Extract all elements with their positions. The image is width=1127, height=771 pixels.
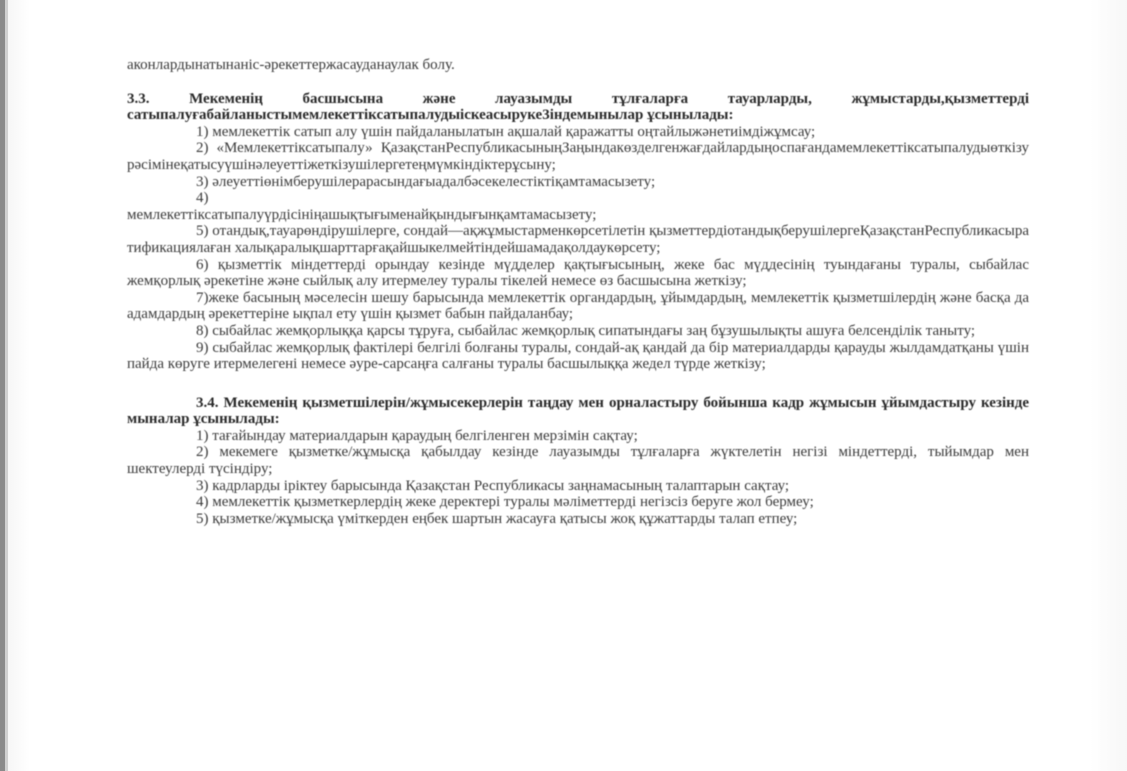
section-3-3-heading: 3.3. Мекеменің басшысына және лауазымды тұлғаларға тауарларды, жұмыстарды,қызметтерді сатыпалуғабайланыстымемлекеттіксатыпалудыіскеасыруке3індемынылар ұсынылады: — [127, 90, 1029, 124]
section-3-3-item-1: 1) мемлекеттік сатып алу үшін пайдаланылатын ақшалай қаражатты оңтайлыжәнетиімдіжұмсау; — [196, 123, 816, 140]
section-3-3-item-2-text: «Мемлекеттіксатыпалу» ҚазақстанРеспубликасыныңЗаңындакөзделгенжағдайлардыңоспағандамемлекеттіксатыпалудыөткізурәсімінеқатысуүшінәлеуеттіжеткізушілергетеңмүмкіндіктерұсыну; — [127, 140, 1029, 173]
section-3-4-item-2: 2) мекемеге қызметке/жұмысқа қабылдау кезінде лауазымды тұлғаларға жүктелетін негізі міндеттерді, тыйымдар мен шектеулерді түсіндіру; — [127, 444, 1029, 478]
top-line: аконлардынатынаніс-әрекеттержасауданаулак болу. — [127, 57, 455, 73]
section-3-4-item-1: 1) тағайындау материалдарын қараудың белгіленген мерзімін сақтау; — [196, 427, 638, 444]
section-3-3-item-9: 9) сыбайлас жемқорлық фактілері белгілі болғаны туралы, сондай-ақ қандай да бір материалдарды қарауды жылдамдатқаны үшін пайда көруге итермелегені немесе әуре-сарсаңға салғаны туралы басшылыққа жедел түрде жеткізу; — [127, 339, 1029, 373]
section-3-3-item-2 — [127, 140, 1029, 173]
section-3-3-item-6: 6) қызметтік міндеттерді орындау кезінде мүдделер қақтығысының, жеке бас мүддесінің туындағаны туралы, сыбайлас жемқорлық әрекетіне және сыйлық алу итермелеу туралы тікелей немесе өз басшысына жеткізу; — [127, 256, 1029, 290]
section-3-4-item-5: 5) қызметке/жұмысқа үміткерден еңбек шартын жасауға қатысы жоқ құжаттарды талап етпеу; — [196, 510, 798, 527]
section-3-3-item-4-number: 4) — [196, 190, 209, 207]
section-gap — [127, 373, 1029, 395]
section-3-4-item-4: 4) мемлекеттік қызметкерлердің жеке деректері туралы мәліметтерді негізсіз беруге жол бермеу; — [196, 494, 814, 511]
section-3-4-item-3: 3) кадрларды іріктеу барысында Қазақстан Республикасы заңнамасының талаптарын сақтау; — [196, 477, 790, 494]
document-body — [127, 48, 1029, 527]
page-left-edge-highlight — [5, 0, 8, 771]
section-3-3-item-5: 5) отандық,тауарөндірушілерге, сондай—ақжұмыстарменкөрсетілетін қызметтердіотандықберушілергеҚазақстанРеспубликасыратификациялаған халықаралықшарттарғақайшыкелмейтіндейшамадақолдаукөрсету; — [127, 223, 1029, 256]
section-3-4-heading: 3.4. Мекеменің қызметшілерін/жұмысекерлерін таңдау мен орналастыру бойынша кадр жұмысын ұйымдастыру кезінде мыналар ұсынылады: — [127, 394, 1029, 428]
section-3-3-item-8: 8) сыбайлас жемқорлыққа қарсы тұруға, сыбайлас жемқорлық сипатындағы заң бұзушылықты ашуға белсенділік таныту; — [196, 322, 976, 339]
section-3-3-item-4-text: мемлекеттіксатыпалуүрдісініңашықтығыменайқындығынқамтамасызету; — [127, 206, 597, 223]
section-3-3-item-4 — [127, 190, 1029, 223]
section-3-3-item-2-number: 2) — [196, 140, 209, 157]
section-3-3-item-3: 3) әлеуеттіөнімберушілерарасындағыадалбәсекелестіктіқамтамасызету; — [196, 173, 656, 190]
section-3-3-item-7: 7)жеке басының мәселесін шешу барысында мемлекеттік органдардың, ұйымдардың, мемлекеттік қызметшілердің және басқа да адамдардың әрекеттеріне ықпал ету үшін қызмет бабын пайдаланбау; — [127, 289, 1029, 323]
